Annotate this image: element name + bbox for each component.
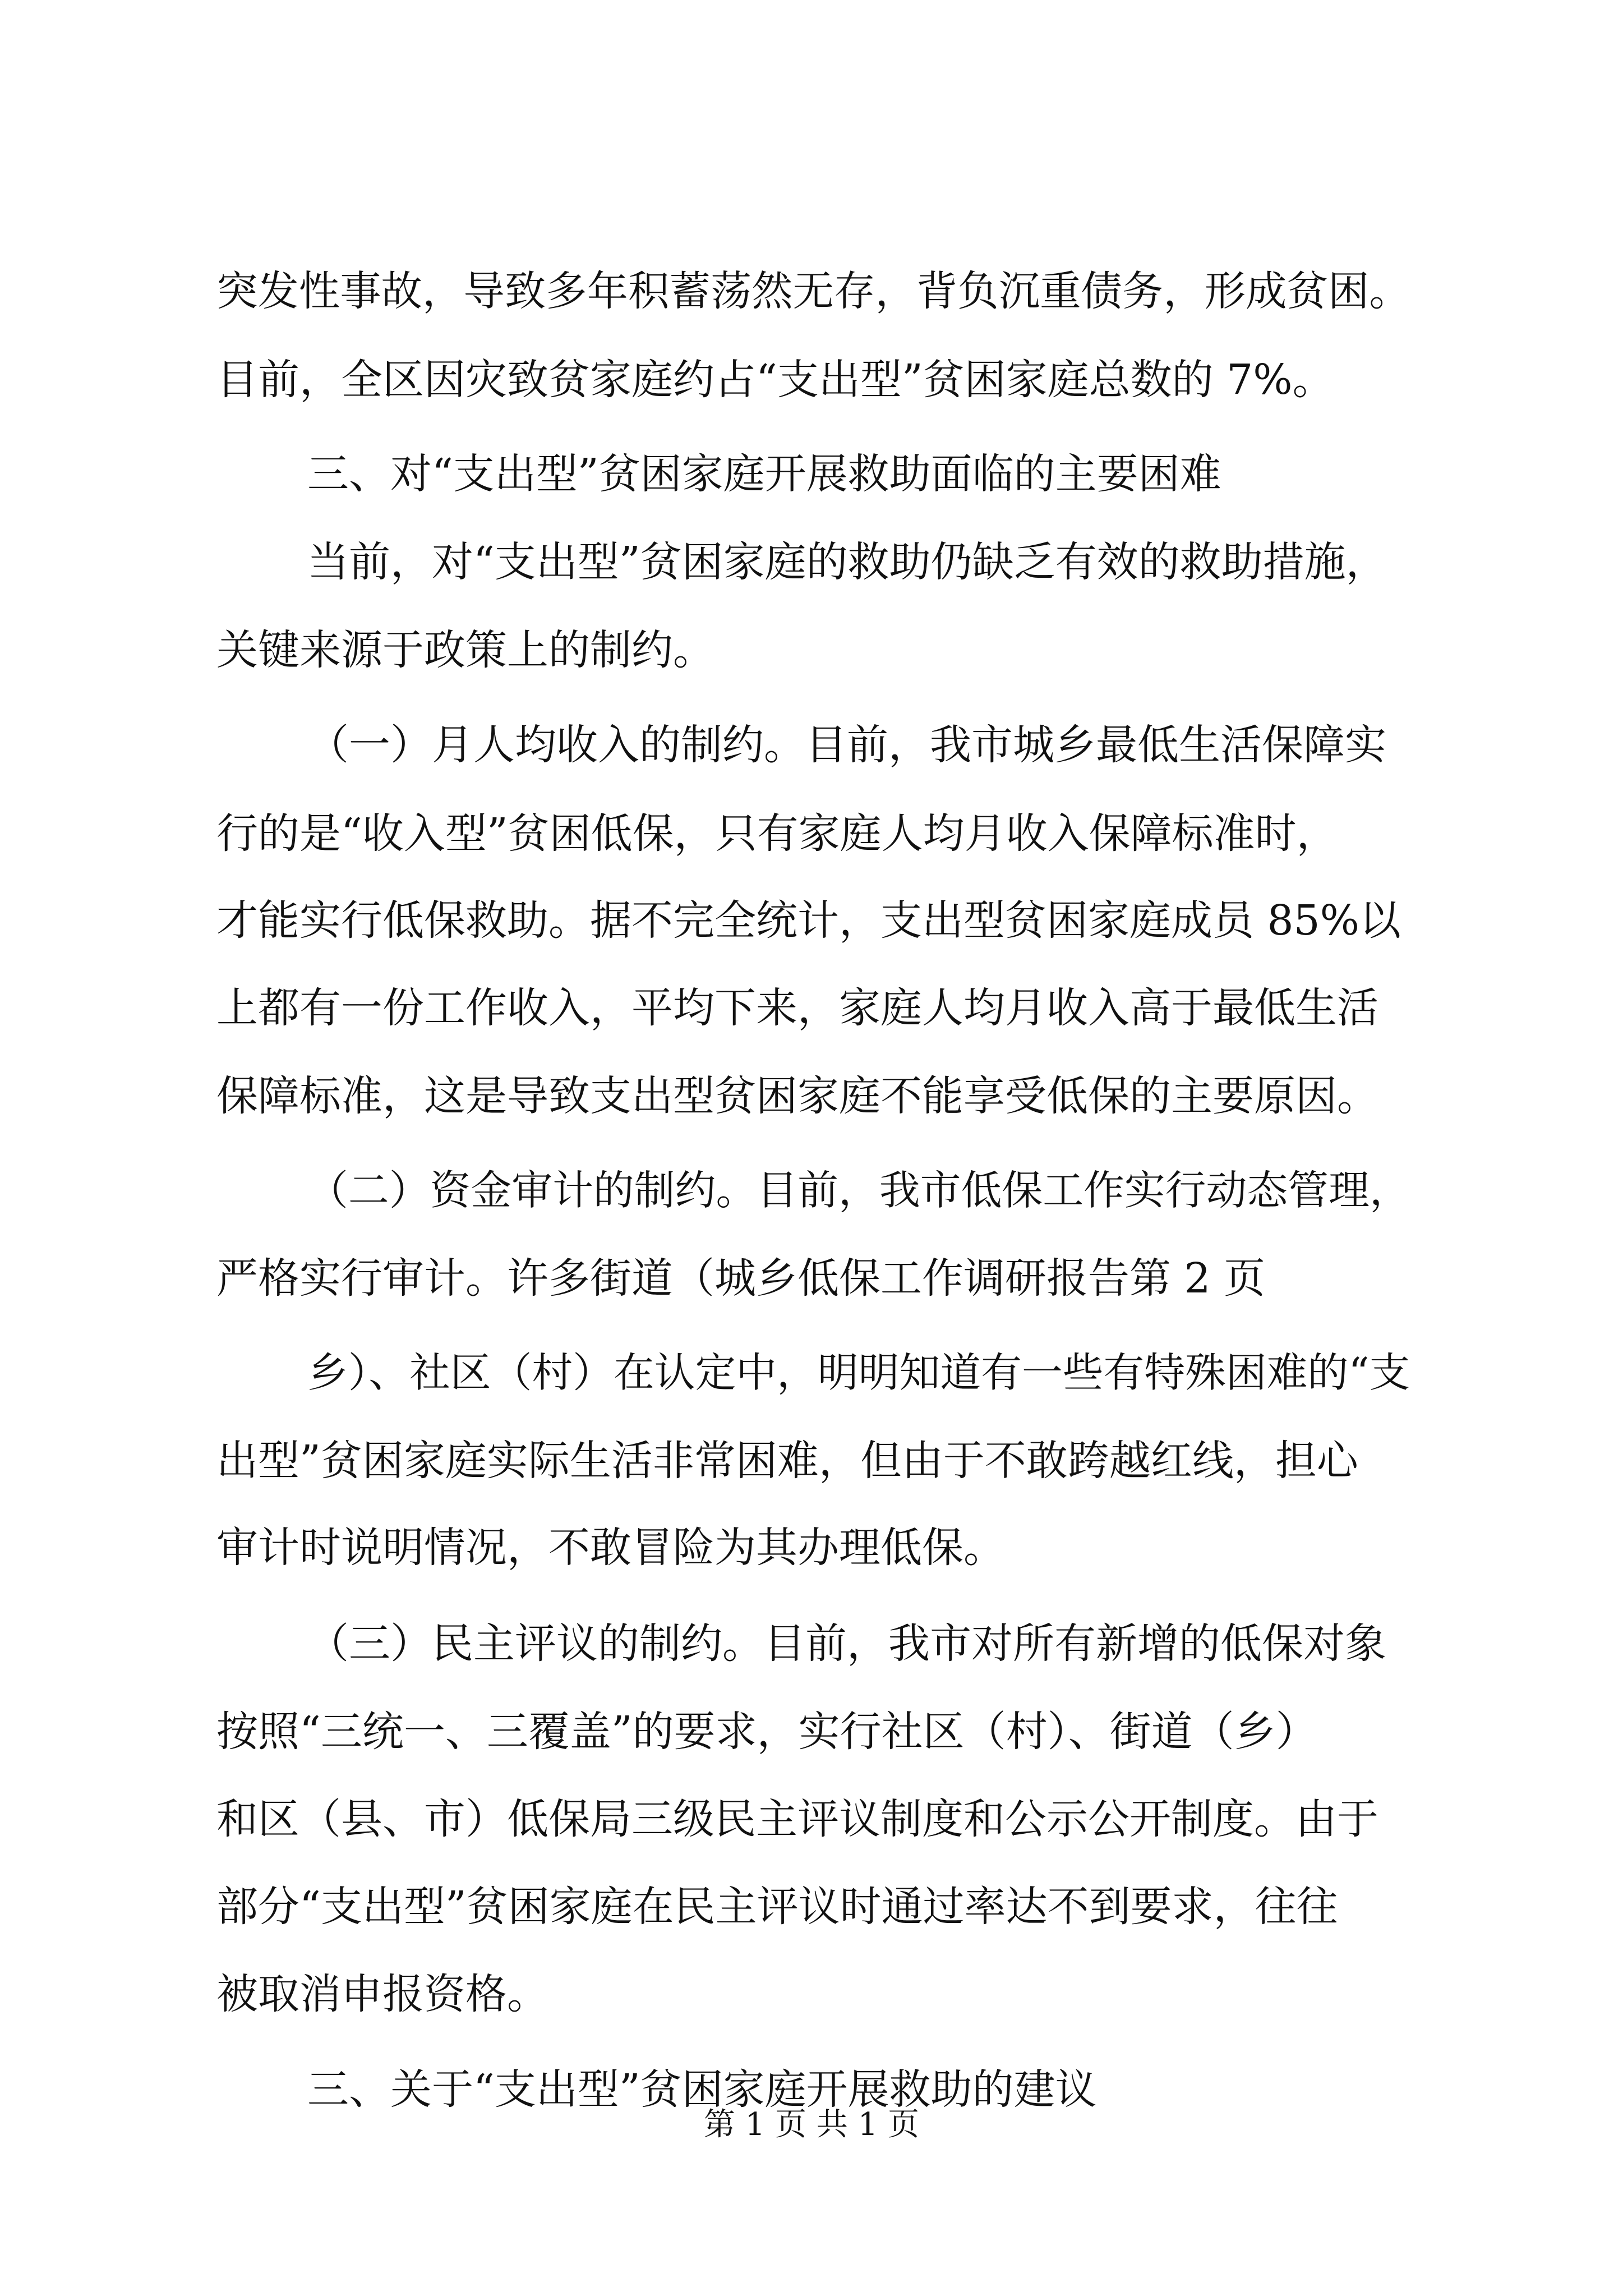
text-line-11: （二）资金审计的制约。目前，我市低保工作实行动态管理， [307, 1167, 1410, 1214]
text-line-15: 审计时说明情况，不敢冒险为其办理低保。 [216, 1524, 1005, 1572]
text-line-14: 出型”贫困家庭实际生活非常困难，但由于不敢跨越红线，担心 [216, 1437, 1358, 1485]
text-line-10: 保障标准，这是导致支出型贫困家庭不能享受低保的主要原因。 [216, 1072, 1378, 1120]
text-line-7: 行的是“收入型”贫困低保，只有家庭人均月收入保障标准时， [216, 809, 1338, 858]
text-line-2: 目前，全区因灾致贫家庭约占“支出型”贫困家庭总数的 7%。 [216, 356, 1334, 404]
text-line-9: 上都有一份工作收入，平均下来，家庭人均月收入高于最低生活 [216, 984, 1378, 1032]
section-heading-3: 三、对“支出型”贫困家庭开展救助面临的主要困难 [307, 450, 1221, 498]
text-line-20: 被取消申报资格。 [216, 1970, 548, 2018]
text-line-18: 和区（县、市）低保局三级民主评议制度和公示公开制度。由于 [216, 1795, 1378, 1843]
text-line-17: 按照“三统一、三覆盖”的要求，实行社区（村）、街道（乡） [216, 1708, 1317, 1756]
text-line-4: 当前，对“支出型”贫困家庭的救助仍缺乏有效的救助措施， [307, 538, 1387, 586]
section-heading-21: 三、关于“支出型”贫困家庭开展救助的建议 [307, 2065, 1097, 2114]
text-line-8: 才能实行低保救助。据不完全统计，支出型贫困家庭成员 85%以 [216, 896, 1401, 945]
page-footer: 第 1 页 共 1 页 [703, 2106, 920, 2143]
text-line-13: 乡）、社区（村）在认定中，明明知道有一些有特殊困难的“支 [307, 1349, 1410, 1397]
text-line-5: 关键来源于政策上的制约。 [216, 626, 714, 674]
text-line-19: 部分“支出型”贫困家庭在民主评议时通过率达不到要求，往往 [216, 1883, 1338, 1931]
text-line-16: （三）民主评议的制约。目前，我市对所有新增的低保对象 [307, 1619, 1386, 1668]
text-line-12: 严格实行审计。许多街道（城乡低保工作调研报告第 2 页 [216, 1254, 1266, 1303]
text-line-1: 突发性事故，导致多年积蓄荡然无存，背负沉重债务，形成贫困。 [216, 268, 1410, 315]
text-line-6: （一）月人均收入的制约。目前，我市城乡最低生活保障实 [307, 721, 1386, 769]
